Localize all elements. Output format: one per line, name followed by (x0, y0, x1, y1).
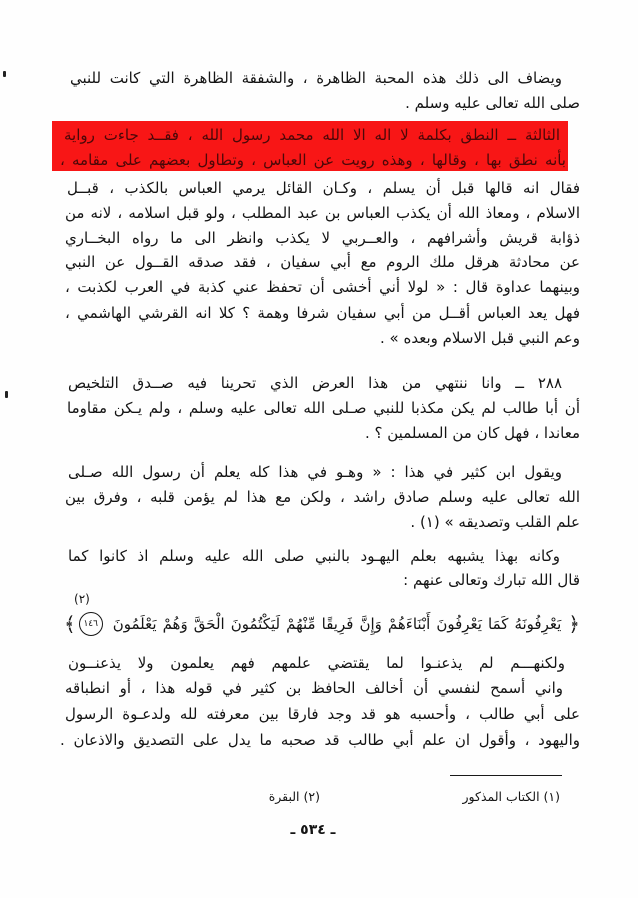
text-line: وبينهما عداوة قال : « لولا أني أخشى أن تحفظ عني كذبة في العرب لكذبت ، (65, 278, 580, 296)
footnote-1: (١) الكتاب المذكور (462, 789, 560, 804)
text-line: علم القلب وتصديقه » (١) . (410, 513, 580, 531)
text-line: صلى الله تعالى عليه وسلم . (405, 94, 580, 112)
quran-verse (64, 608, 580, 640)
verse-close-bracket: ﴾ (64, 612, 76, 636)
footnote-2: (٢) البقرة (268, 789, 320, 804)
text-line: واني أسمح لنفسي أن أخالف الحافظ بن كثير في قوله هذا ، أو انطباقه (65, 679, 563, 697)
scan-mark (5, 391, 8, 398)
verse-open-bracket: ﴿ (568, 612, 580, 636)
footnote-divider (450, 775, 562, 776)
text-line: ويضاف الى ذلك هذه المحبة الظاهرة ، والشفقة الظاهرة التي كانت للنبي (70, 69, 562, 87)
text-line: على أبي طالب ، وأحسبه هو قد وجد فارقا بين معرفته لله ولدعـوة الرسول (65, 705, 580, 723)
scan-mark (3, 71, 6, 77)
text-line: وعم النبي قبل الاسلام وبعده » . (380, 329, 580, 347)
verse-number-ornament: ١٤٦ (79, 612, 103, 636)
text-line: الله تعالى عليه وسلم صادق راشد ، ولكن مع هذا لم يؤمن قلبه ، وفرق بين (65, 488, 580, 506)
page-number: ـ ٥٣٤ ـ (290, 822, 336, 838)
text-line: ولكنهـــم لم يذعنـوا لما يقتضي علمهم فهم يعلمون ولا يذعنــون (68, 654, 565, 672)
text-line: قال الله تبارك وتعالى عنهم : (403, 571, 580, 589)
text-line: فهل يعد العباس أقــل من أبي سفيان شرفا وهمة ؟ كلا انه القرشي الهاشمي ، (65, 304, 580, 322)
text-line: أن أبا طالب لم يكن مكذبا للنبي صـلى الله تعالى عليه وسلم ، ولم يـكن مقاوما (67, 399, 580, 417)
text-line: فقال انه قالها قبل أن يسلم ، وكـان القائل يرمي العباس بالكذب ، قبــل (67, 179, 580, 197)
verse-text: يَعْرِفُونَهُ كَمَا يَعْرِفُونَ أَبْنَاءَهُمْ وَإِنَّ فَرِيقًا مِّنْهُمْ لَيَكْتُمُونَ الْحَقَّ وَهُمْ يَعْلَمُونَ (112, 615, 562, 633)
highlighted-text-line: بأنه نطق بها ، وقالها ، وهذه رويت عن العباس ، وتطاول بعضهم على مقامه ، (60, 151, 566, 169)
text-line: معاندا ، فهل كان من المسلمين ؟ . (364, 424, 580, 442)
text-line: وكانه بهذا يشبهه بعلم اليهـود بالنبي صلى الله عليه وسلم اذ كانوا كما (68, 547, 560, 565)
text-line: واليهود ، وأقول ان علم أبي طالب قد صحبه ما يدل على التصديق والاذعان . (60, 731, 580, 749)
text-line: ذؤابة قريش وأشرافهم ، والعــربي لا يكذب وانظر الى ما رواه البخــاري (65, 229, 580, 247)
text-line: عن محادثة هرقل ملك الروم مع أبي سفيان ، فقد صدقه القــول عن النبي (65, 253, 580, 271)
text-line: ٢٨٨ ــ وانا ننتهي من هذا العرض الذي تحرينا فيه صــدق التلخيص (68, 374, 562, 392)
footnote-marker: (٢) (74, 592, 90, 606)
text-line: الاسلام ، ومعاذ الله أن يكذب العباس بن عبد المطلب ، ولو قبل اسلامه ، لانه من (65, 204, 580, 222)
highlighted-text-line: الثالثة ــ النطق بكلمة لا اله الا الله محمد رسول الله ، فقــد جاءت رواية (64, 126, 560, 144)
text-line: ويقول ابن كثير في هذا : « وهـو في هذا كله يعلم أن رسول الله صـلى (68, 463, 562, 481)
